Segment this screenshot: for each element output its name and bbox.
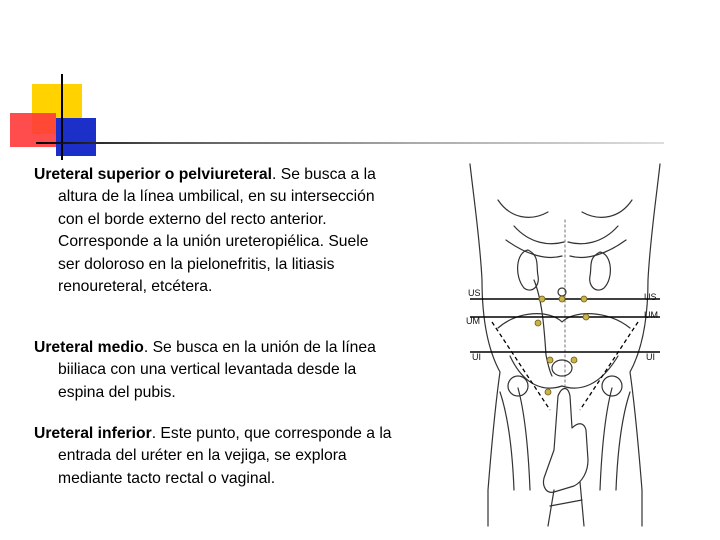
point-us-right — [581, 296, 587, 302]
label-us-left: US — [468, 288, 481, 298]
kidney-right — [590, 252, 611, 290]
accent-vertical-line — [61, 74, 63, 160]
desc-ureteral-inferior: . Este punto, que corresponde a la entrada del uréter en la vejiga, se explora mediante tacto rectal o vaginal. — [58, 425, 392, 487]
point-us-left — [539, 296, 545, 302]
paragraph-body — [34, 337, 394, 404]
point-um-left — [535, 320, 541, 326]
point-lower-left — [545, 389, 551, 395]
paragraph-ureteral-medio — [34, 337, 394, 404]
point-ui-right — [571, 357, 577, 363]
torso-left-outline — [470, 164, 500, 526]
diagonal-left — [492, 322, 550, 410]
bladder — [552, 360, 572, 376]
chest-fold-right — [582, 200, 632, 217]
paragraph-ureteral-superior — [34, 164, 394, 298]
label-ui-right: UI — [646, 352, 655, 362]
torso-right-outline — [630, 164, 660, 526]
anatomy-figure — [458, 160, 668, 528]
paragraph-body — [34, 164, 394, 298]
term-ureteral-inferior: Ureteral inferior — [34, 425, 152, 442]
chest-fold-left — [498, 200, 548, 217]
label-us-right: US — [644, 292, 657, 302]
label-um-right: UM — [644, 310, 658, 320]
term-ureteral-medio: Ureteral medio — [34, 339, 144, 356]
term-ureteral-superior: Ureteral superior o pelviureteral — [34, 166, 273, 183]
abdomen-illustration — [458, 160, 668, 528]
iliac-crest — [498, 314, 630, 328]
label-um-left: UM — [466, 316, 480, 326]
point-us-center — [559, 296, 565, 302]
label-ui-left: UI — [472, 352, 481, 362]
examiner-hand — [543, 389, 588, 493]
paragraph-body — [34, 423, 394, 490]
desc-ureteral-superior: . Se busca a la altura de la línea umbilical, en su intersección con el borde externo del recto anterior. Corresponde a la unión ureteropiélica. Suele ser doloroso en la pielonefritis, la litiasis renoureteral, etcétera. — [58, 166, 376, 296]
point-um-right — [583, 314, 589, 320]
desc-ureteral-medio: . Se busca en la unión de la línea biiliaca con una vertical levantada desde la espina del pubis. — [58, 339, 376, 401]
point-ui-left — [547, 357, 553, 363]
diagonal-right — [580, 322, 638, 410]
paragraph-ureteral-inferior — [34, 423, 394, 490]
title-divider-line — [36, 142, 664, 144]
